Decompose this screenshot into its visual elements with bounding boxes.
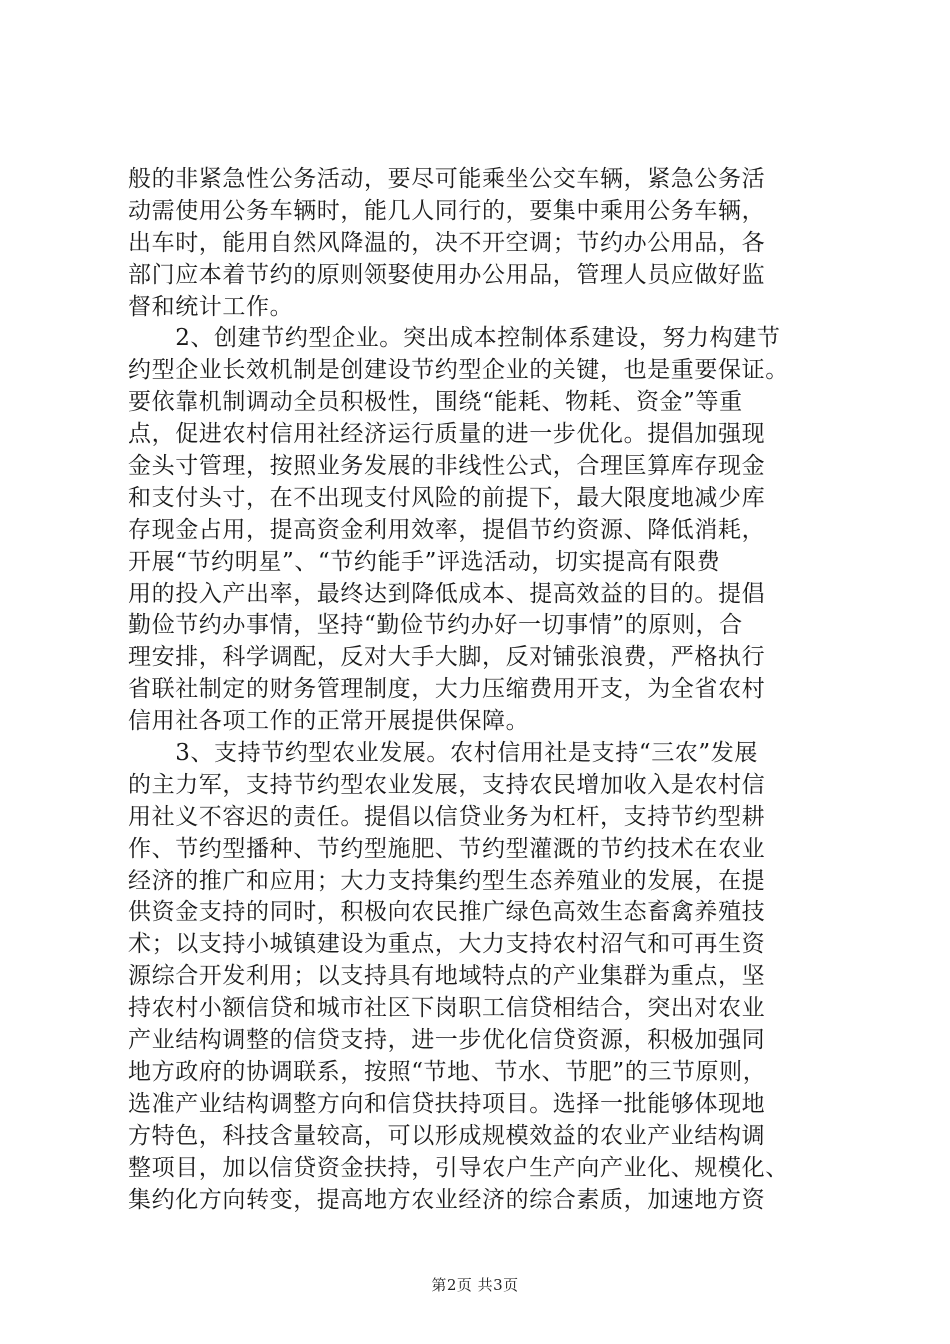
text-line: 省联社制定的财务管理制度，大力压缩费用开支，为全省农村 [128, 676, 766, 703]
text-line: 勤俭节约办事情，坚持“勤俭节约办好一切事情”的原则，合 [128, 612, 743, 639]
text-line: 开展“节约明星”、“节约能手”评选活动，切实提高有限费 [128, 548, 721, 575]
text-line: 集约化方向转变，提高地方农业经济的综合素质，加速地方资 [128, 1186, 766, 1213]
text-line: 和支付头寸，在不出现支付风险的前提下，最大限度地减少库 [128, 484, 766, 511]
text-line: 方特色，科技含量较高，可以形成规模效益的农业产业结构调 [128, 1122, 766, 1149]
text-line: 存现金占用，提高资金利用效率，提倡节约资源、降低消耗， [128, 516, 766, 543]
text-line: 理安排，科学调配，反对大手大脚，反对铺张浪费，严格执行 [128, 644, 766, 671]
text-line: 约型企业长效机制是创建设节约型企业的关键，也是重要保证。 [128, 357, 789, 384]
text-line: 供资金支持的同时，积极向农民推广绿色高效生态畜禽养殖技 [128, 899, 766, 926]
text-line: 作、节约型播种、节约型施肥、节约型灌溉的节约技术在农业 [128, 835, 766, 862]
text-line: 3、支持节约型农业发展。农村信用社是支持“三农”发展 [128, 740, 758, 767]
text-line: 术；以支持小城镇建设为重点，大力支持农村沼气和可再生资 [128, 931, 766, 958]
body-text [128, 164, 830, 1216]
text-line: 般的非紧急性公务活动，要尽可能乘坐公交车辆，紧急公务活 [128, 166, 766, 192]
text-line: 地方政府的协调联系，按照“节地、节水、节肥”的三节原则， [128, 1058, 767, 1085]
page-number-footer: 第2页 共3页 [431, 1276, 519, 1294]
text-line: 产业结构调整的信贷支持，进一步优化信贷资源，积极加强同 [128, 1027, 766, 1054]
text-line: 2、创建节约型企业。突出成本控制体系建设，努力构建节 [128, 325, 781, 352]
text-line: 要依靠机制调动全员积极性，围绕“能耗、物耗、资金”等重 [128, 389, 743, 416]
text-line: 金头寸管理，按照业务发展的非线性公式，合理匡算库存现金 [128, 453, 766, 480]
text-line: 出车时，能用自然风降温的，决不开空调；节约办公用品，各 [128, 229, 766, 256]
text-line: 整项目，加以信贷资金扶持，引导农户生产向产业化、规模化、 [128, 1154, 789, 1181]
text-line: 源综合开发利用；以支持具有地域特点的产业集群为重点，坚 [128, 963, 766, 990]
text-line: 选准产业结构调整方向和信贷扶持项目。选择一批能够体现地 [128, 1090, 766, 1117]
text-line: 用社义不容迟的责任。提倡以信贷业务为杠杆，支持节约型耕 [128, 803, 766, 830]
text-line: 部门应本着节约的原则领娶使用办公用品，管理人员应做好监 [128, 261, 766, 288]
text-line: 用的投入产出率，最终达到降低成本、提高效益的目的。提倡 [128, 580, 766, 607]
text-line: 督和统计工作。 [128, 293, 294, 320]
text-line: 的主力军，支持节约型农业发展，支持农民增加收入是农村信 [128, 771, 766, 798]
text-line: 动需使用公务车辆时，能几人同行的，要集中乘用公务车辆， [128, 197, 766, 224]
text-line: 信用社各项工作的正常开展提供保障。 [128, 708, 530, 735]
text-line: 持农村小额信贷和城市社区下岗职工信贷相结合，突出对农业 [128, 995, 766, 1022]
text-line: 经济的推广和应用；大力支持集约型生态养殖业的发展，在提 [128, 867, 766, 894]
text-line: 点，促进农村信用社经济运行质量的进一步优化。提倡加强现 [128, 421, 766, 448]
